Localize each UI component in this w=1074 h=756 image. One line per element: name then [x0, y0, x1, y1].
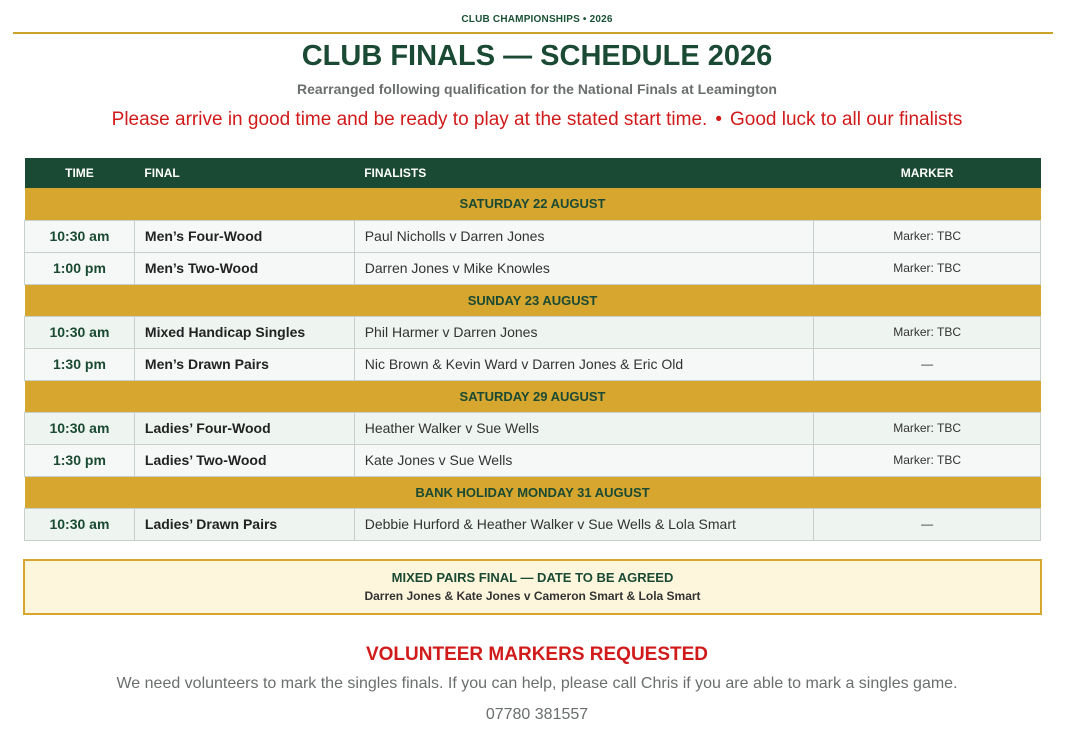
cell-time: 1:00 pm — [25, 252, 135, 284]
cell-time: 10:30 am — [25, 412, 135, 444]
notice-arrival: Please arrive in good time and be ready to play at the stated start time. — [111, 109, 708, 130]
cell-final: Men’s Two-Wood — [134, 252, 354, 284]
column-header-marker: MARKER — [814, 158, 1041, 188]
notice-good-luck: Good luck to all our finalists — [729, 109, 963, 130]
day-header-row — [25, 188, 1041, 220]
cell-finalists: Debbie Hurford & Heather Walker v Sue Wells & Lola Smart — [354, 508, 814, 540]
cell-time: 10:30 am — [25, 316, 135, 348]
cell-marker: Marker: TBC — [814, 252, 1041, 284]
table-row — [25, 220, 1041, 252]
table-row — [25, 348, 1041, 380]
notice-separator: • — [715, 109, 722, 130]
cell-marker: Marker: TBC — [814, 316, 1041, 348]
day-label: SUNDAY 23 AUGUST — [25, 284, 1041, 316]
cell-time: 10:30 am — [25, 508, 135, 540]
cell-time: 1:30 pm — [25, 348, 135, 380]
day-label: BANK HOLIDAY MONDAY 31 AUGUST — [25, 476, 1041, 508]
mixed-pairs-heading: MIXED PAIRS FINAL — DATE TO BE AGREED — [391, 570, 674, 585]
cell-finalists: Heather Walker v Sue Wells — [354, 412, 814, 444]
column-header-time: TIME — [25, 158, 135, 188]
cell-final: Men’s Drawn Pairs — [134, 348, 354, 380]
volunteers-heading: VOLUNTEER MARKERS REQUESTED — [365, 644, 709, 665]
cell-marker: Marker: TBC — [814, 412, 1041, 444]
finals-schedule-table — [24, 158, 1041, 541]
cell-finalists: Paul Nicholls v Darren Jones — [354, 220, 814, 252]
mixed-pairs-finalists: Darren Jones & Kate Jones v Cameron Smart & Lola Smart — [364, 589, 701, 603]
day-label: SATURDAY 22 AUGUST — [25, 188, 1041, 220]
table-row — [25, 412, 1041, 444]
cell-time: 10:30 am — [25, 220, 135, 252]
table-row — [25, 252, 1041, 284]
volunteers-text: We need volunteers to mark the singles finals. If you can help, please call Chris if you are able to mark a singles game. — [116, 675, 958, 692]
table-row — [25, 444, 1041, 476]
cell-final: Mixed Handicap Singles — [134, 316, 354, 348]
cell-time: 1:30 pm — [25, 444, 135, 476]
kicker: CLUB CHAMPIONSHIPS • 2026 — [461, 14, 613, 25]
cell-marker: Marker: TBC — [814, 220, 1041, 252]
cell-marker: — — [814, 508, 1041, 540]
mixed-pairs-callout — [23, 559, 1042, 615]
cell-final: Ladies’ Drawn Pairs — [134, 508, 354, 540]
day-header-row — [25, 380, 1041, 412]
cell-finalists: Darren Jones v Mike Knowles — [354, 252, 814, 284]
day-header-row — [25, 284, 1041, 316]
header-divider — [13, 32, 1053, 34]
cell-marker: Marker: TBC — [814, 444, 1041, 476]
volunteers-phone: 07780 381557 — [485, 706, 589, 723]
column-header-final: FINAL — [134, 158, 354, 188]
cell-final: Ladies’ Four-Wood — [134, 412, 354, 444]
page-subtitle: Rearranged following qualification for the National Finals at Leamington — [297, 81, 777, 97]
cell-finalists: Kate Jones v Sue Wells — [354, 444, 814, 476]
day-label: SATURDAY 29 AUGUST — [25, 380, 1041, 412]
cell-final: Ladies’ Two-Wood — [134, 444, 354, 476]
cell-marker: — — [814, 348, 1041, 380]
page-title: CLUB FINALS — SCHEDULE 2026 — [301, 40, 773, 72]
cell-finalists: Nic Brown & Kevin Ward v Darren Jones & Eric Old — [354, 348, 814, 380]
cell-finalists: Phil Harmer v Darren Jones — [354, 316, 814, 348]
table-row — [25, 508, 1041, 540]
day-header-row — [25, 476, 1041, 508]
column-header-finalists: FINALISTS — [354, 158, 814, 188]
table-header-row — [25, 158, 1041, 188]
notice-line — [0, 109, 1074, 131]
table-row — [25, 316, 1041, 348]
cell-final: Men’s Four-Wood — [134, 220, 354, 252]
